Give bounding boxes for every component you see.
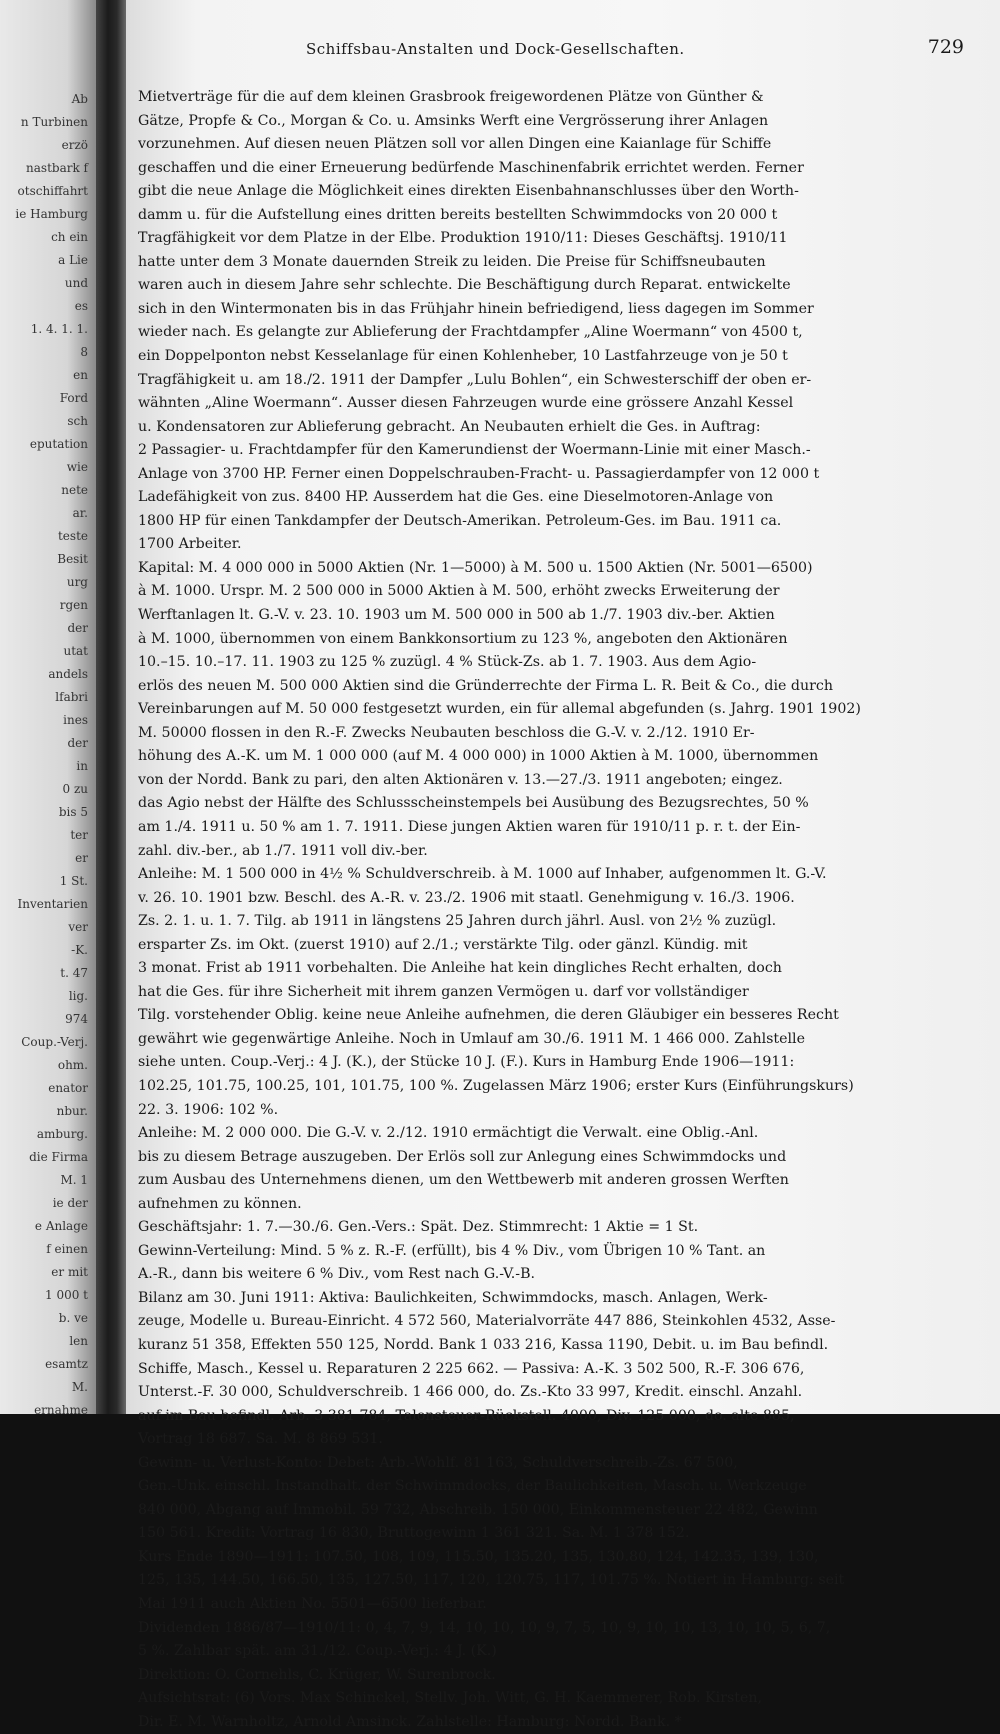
- left-page-line: t. 47: [60, 966, 88, 980]
- text-line: Zs. 2. 1. u. 1. 7. Tilg. ab 1911 in längstens 25 Jahren durch jährl. Ausl. von 2½ % zuzügl.: [138, 913, 777, 930]
- left-page-line: erzö: [61, 138, 88, 152]
- left-page-line: Inventarien: [17, 897, 88, 911]
- text-line: bis zu diesem Betrage auszugeben. Der Erlös soll zur Anlegung eines Schwimmdocks und: [138, 1148, 787, 1165]
- left-page-line: nastbark f: [26, 161, 88, 175]
- text-line: zahl. div.-ber., ab 1./7. 1911 voll div.-ber.: [138, 842, 428, 859]
- left-page-line: Coup.-Verj.: [21, 1035, 88, 1049]
- text-line: höhung des A.-K. um M. 1 000 000 (auf M. 4 000 000) in 1000 Aktien à M. 1000, übernommen: [138, 748, 819, 765]
- left-page-line: M. 1: [60, 1173, 88, 1187]
- left-page-line: 0 zu: [62, 782, 88, 796]
- left-page-line: ar.: [72, 506, 88, 520]
- text-line: Aufsichtsrat: (6) Vors. Max Schinckel, Stellv. Joh. Witt, G. H. Kaemmerer, Rob. Kirsten,: [138, 1690, 762, 1707]
- left-page-line: 1 St.: [59, 874, 88, 888]
- left-page-line: er: [75, 851, 88, 865]
- left-page-line: lfabri: [55, 690, 88, 704]
- left-page-line: eputation: [29, 437, 88, 451]
- text-line: A.-R., dann bis weitere 6 % Div., vom Rest nach G.-V.-B.: [138, 1266, 536, 1283]
- left-page-line: die Firma: [29, 1150, 88, 1164]
- text-line: siehe unten. Coup.-Verj.: 4 J. (K.), der Stücke 10 J. (F.). Kurs in Hamburg Ende 1906—1911:: [138, 1054, 795, 1071]
- left-page-line: ie Hamburg: [15, 207, 88, 221]
- body-text: [138, 86, 918, 1734]
- text-line: hatte unter dem 3 Monate dauernden Streik zu leiden. Die Preise für Schiffsneubauten: [138, 253, 766, 270]
- text-line: Dividenden 1886/87—1910/11: 0, 4, 7, 9, 14, 10, 10, 10, 9, 7, 5, 10, 9, 10, 10, 13, 10, 10, 5, 6, 7,: [138, 1619, 831, 1636]
- left-page-line: ch ein: [51, 230, 88, 244]
- left-page-line: ohm.: [57, 1058, 88, 1072]
- left-page-line: M.: [71, 1380, 88, 1394]
- text-line: Schiffe, Masch., Kessel u. Reparaturen 2 225 662. — Passiva: A.-K. 3 502 500, R.-F. 306 676,: [138, 1360, 805, 1377]
- left-page-line: amburg.: [36, 1127, 88, 1141]
- left-page-line: ver: [68, 920, 88, 934]
- left-page-line: wie: [66, 460, 88, 474]
- text-line: 1700 Arbeiter.: [138, 536, 242, 553]
- left-page-line: nete: [61, 483, 88, 497]
- text-line: Gen.-Unk. einschl. Instandhalt. der Schwimmdocks, der Baulichkeiten, Masch. u. Werkzeuge: [138, 1478, 807, 1495]
- left-page-line: lig.: [68, 989, 88, 1003]
- text-line: Geschäftsjahr: 1. 7.—30./6. Gen.-Vers.: Spät. Dez. Stimmrecht: 1 Aktie = 1 St.: [138, 1219, 699, 1236]
- left-page-line: nbur.: [56, 1104, 88, 1118]
- left-page-line: utat: [63, 644, 88, 658]
- text-line: geschaffen und die einer Erneuerung bedürfende Maschinenfabrik errichtet werden. Ferner: [138, 159, 804, 176]
- text-line: 22. 3. 1906: 102 %.: [138, 1101, 279, 1118]
- text-line: 1800 HP für einen Tankdampfer der Deutsch-Amerikan. Petroleum-Ges. im Bau. 1911 ca.: [138, 512, 782, 529]
- text-line: 3 monat. Frist ab 1911 vorbehalten. Die Anleihe hat kein dingliches Recht erhalten, doch: [138, 960, 782, 977]
- text-line: Anleihe: M. 2 000 000. Die G.-V. v. 2./12. 1910 ermächtigt die Verwalt. eine Oblig.-Anl.: [138, 1125, 759, 1142]
- text-line: sich in den Wintermonaten bis in das Frühjahr hinein befriedigend, liess dagegen im Sommer: [138, 300, 814, 317]
- left-page-line: 8: [80, 345, 88, 359]
- left-page-line: er mit: [51, 1265, 88, 1279]
- text-line: wieder nach. Es gelangte zur Ablieferung der Frachtdampfer „Aline Woermann“ von 4500 t,: [138, 324, 803, 341]
- text-line: vorzunehmen. Auf diesen neuen Plätzen soll vor allen Dingen eine Kaianlage für Schiffe: [138, 136, 772, 153]
- left-page-line: -K.: [71, 943, 88, 957]
- text-line: Gätze, Propfe & Co., Morgan & Co. u. Amsinks Werft eine Vergrösserung ihrer Anlagen: [138, 112, 769, 129]
- text-line: kuranz 51 358, Effekten 550 125, Nordd. Bank 1 033 216, Kassa 1190, Debit. u. im Bau befindl.: [138, 1336, 829, 1353]
- text-line: 10.–15. 10.–17. 11. 1903 zu 125 % zuzügl. 4 % Stück-Zs. ab 1. 7. 1903. Aus dem Agio-: [138, 654, 757, 671]
- text-line: aufnehmen zu können.: [138, 1195, 302, 1212]
- text-line: 5 %. Zahlbar spät. am 31./12. Coup.-Verj.: 4 J. (K.): [138, 1643, 497, 1660]
- text-line: wähnten „Aline Woermann“. Ausser diesen Fahrzeugen wurde eine grössere Anzahl Kessel: [138, 395, 794, 412]
- left-page-line: Ab: [71, 92, 88, 106]
- text-line: damm u. für die Aufstellung eines dritten bereits bestellten Schwimmdocks von 20 000 t: [138, 206, 778, 223]
- left-page-line: ines: [63, 713, 88, 727]
- text-line: Direktion: O. Cornehls, C. Krüger, W. Surenbrock.: [138, 1666, 496, 1683]
- document-page: [126, 0, 1000, 1730]
- left-page-line: esamtz: [45, 1357, 88, 1371]
- text-line: Gewinn- u. Verlust-Konto: Debet: Arb.-Wohlf. 81 163, Schuldverschreib.-Zs. 67 500,: [138, 1454, 738, 1471]
- text-line: Anleihe: M. 1 500 000 in 4½ % Schuldverschreib. à M. 1000 auf Inhaber, aufgenommen lt. G.-V.: [138, 866, 827, 883]
- text-line: von der Nordd. Bank zu pari, den alten Aktionären v. 13.—27./3. 1911 angeboten; eingez.: [138, 771, 783, 788]
- left-page-line: len: [69, 1334, 88, 1348]
- text-line: gibt die neue Anlage die Möglichkeit eines direkten Eisenbahnanschlusses über den Worth-: [138, 183, 799, 200]
- left-page-line: teste: [57, 529, 88, 543]
- text-line: Anlage von 3700 HP. Ferner einen Doppelschrauben-Fracht- u. Passagierdampfer von 12 000 t: [138, 465, 820, 482]
- left-page-line: b. ve: [58, 1311, 88, 1325]
- text-line: erlös des neuen M. 500 000 Aktien sind die Gründerrechte der Firma L. R. Beit & Co., die durch: [138, 677, 833, 694]
- text-line: Werftanlagen lt. G.-V. v. 23. 10. 1903 um M. 500 000 in 500 ab 1./7. 1903 div.-ber. Aktien: [138, 607, 775, 624]
- text-line: hat die Ges. für ihre Sicherheit mit ihrem ganzen Vermögen u. darf vor vollständiger: [138, 983, 749, 1000]
- left-page-line: ie der: [52, 1196, 88, 1210]
- left-page-line: n Turbinen: [20, 115, 88, 129]
- left-page-line: f einen: [46, 1242, 88, 1256]
- text-line: Kapital: M. 4 000 000 in 5000 Aktien (Nr. 1—5000) à M. 500 u. 1500 Aktien (Nr. 5001—6500): [138, 559, 813, 576]
- text-line: Vereinbarungen auf M. 50 000 festgesetzt wurden, ein für allemal abgefunden (s. Jahrg. 1901 1902): [138, 701, 861, 718]
- left-page-line: in: [76, 759, 88, 773]
- text-line: Dir. E. M. Warnholtz, Arnold Amsinck. Zahlstelle: Hamburg: Nordd. Bank. *: [138, 1713, 682, 1730]
- text-line: am 1./4. 1911 u. 50 % am 1. 7. 1911. Diese jungen Aktien waren für 1910/11 p. r. t. der Ein-: [138, 818, 801, 835]
- text-line: Tragfähigkeit vor dem Platze in der Elbe. Produktion 1910/11: Dieses Geschäftsj. 1910/11: [138, 230, 788, 247]
- text-line: Unterst.-F. 30 000, Schuldverschreib. 1 466 000, do. Zs.-Kto 33 997, Kredit. einschl. Anzahl.: [138, 1384, 803, 1401]
- left-page-line: Besit: [57, 552, 88, 566]
- text-line: 2 Passagier- u. Frachtdampfer für den Kamerundienst der Woermann-Linie mit einer Masch.-: [138, 442, 811, 459]
- text-line: ein Doppelponton nebst Kesselanlage für einen Kohlenheber, 10 Lastfahrzeuge von je 50 t: [138, 348, 788, 365]
- text-line: das Agio nebst der Hälfte des Schlussscheinstempels bei Ausübung des Bezugsrechtes, 50 %: [138, 795, 809, 812]
- text-line: zum Ausbau des Unternehmens dienen, um den Wettbewerb mit anderen grossen Werften: [138, 1172, 789, 1189]
- text-line: Ladefähigkeit von zus. 8400 HP. Ausserdem hat die Ges. eine Dieselmotoren-Anlage von: [138, 489, 774, 506]
- text-line: waren auch in diesem Jahre sehr schlechte. Die Beschäftigung durch Reparat. entwickelte: [138, 277, 791, 294]
- text-line: 150 561. Kredit: Vortrag 16 830, Bruttogewinn 1 361 321. Sa. M. 1 378 152.: [138, 1525, 690, 1542]
- page-header: Schiffsbau-Anstalten und Dock-Gesellschaften.: [306, 40, 685, 58]
- text-line: 840 000, Abgang auf Immobil. 59 732, Abschreib. 150 000, Einkommensteuer 22 482, Gewinn: [138, 1501, 818, 1518]
- text-line: zeuge, Modelle u. Bureau-Einricht. 4 572 560, Materialvorräte 447 886, Steinkohlen 4532, Asse-: [138, 1313, 836, 1330]
- left-page-edge: [0, 0, 96, 1414]
- left-page-line: 974: [65, 1012, 88, 1026]
- text-line: Mai 1911 auch Aktien No. 5501—6500 lieferbar.: [138, 1596, 487, 1612]
- left-page-line: a Lie: [58, 253, 88, 267]
- text-line: Kurs Ende 1890—1911: 107.50, 108, 109, 115.50, 135.20, 135, 130.80, 124, 142.35, 139, 130,: [138, 1548, 819, 1565]
- left-page-line: und: [64, 276, 88, 290]
- left-page-line: es: [74, 299, 88, 313]
- text-line: auf im Bau befindl. Arb. 3 381 784, Talonsteuer-Rückstell. 4000, Div. 125 000, do. alte 885,: [138, 1407, 795, 1424]
- left-page-text: [0, 0, 96, 1414]
- left-page-line: enator: [48, 1081, 88, 1095]
- left-page-line: der: [67, 621, 88, 635]
- text-line: Mietverträge für die auf dem kleinen Grasbrook freigewordenen Plätze von Günther &: [138, 89, 764, 105]
- left-page-line: bis 5: [58, 805, 88, 819]
- left-page-line: der: [67, 736, 88, 750]
- text-line: Tragfähigkeit u. am 18./2. 1911 der Dampfer „Lulu Bohlen“, ein Schwesterschiff der oben er-: [138, 371, 812, 388]
- book-gutter: [96, 0, 126, 1414]
- page-number: 729: [927, 36, 964, 58]
- left-page-line: 1 000 t: [45, 1288, 88, 1302]
- text-line: 125, 135, 144.50, 166.50, 135, 127.50, 117, 120, 120.75, 117, 101.75 %. Notiert in Hamburg: seit: [138, 1572, 845, 1589]
- text-line: v. 26. 10. 1901 bzw. Beschl. des A.-R. v. 23./2. 1906 mit staatl. Genehmigung v. 16./3. 1906.: [138, 889, 795, 906]
- left-page-line: ter: [70, 828, 88, 842]
- text-line: 102.25, 101.75, 100.25, 101, 101.75, 100 %. Zugelassen März 1906; erster Kurs (Einführungskurs): [138, 1077, 854, 1094]
- text-line: à M. 1000, übernommen von einem Bankkonsortium zu 123 %, angeboten den Aktionären: [138, 630, 788, 647]
- left-page-line: sch: [67, 414, 88, 428]
- text-line: Bilanz am 30. Juni 1911: Aktiva: Baulichkeiten, Schwimmdocks, masch. Anlagen, Werk-: [138, 1289, 768, 1306]
- text-line: u. Kondensatoren zur Ablieferung gebracht. An Neubauten erhielt die Ges. in Auftrag:: [138, 418, 761, 435]
- left-page-line: otschiffahrt: [17, 184, 88, 198]
- text-line: Vortrag 18 687. Sa. M. 8 869 531.: [138, 1431, 383, 1448]
- left-page-line: urg: [66, 575, 88, 589]
- text-line: à M. 1000. Urspr. M. 2 500 000 in 5000 Aktien à M. 500, erhöht zwecks Erweiterung der: [138, 583, 780, 600]
- left-page-line: en: [73, 368, 88, 382]
- text-line: gewährt wie gegenwärtige Anleihe. Noch in Umlauf am 30./6. 1911 M. 1 466 000. Zahlstelle: [138, 1030, 805, 1047]
- text-line: Tilg. vorstehender Oblig. keine neue Anleihe aufnehmen, die deren Gläubiger ein besseres Recht: [138, 1007, 839, 1024]
- left-page-line: rgen: [59, 598, 88, 612]
- left-page-line: e Anlage: [34, 1219, 88, 1233]
- left-page-line: Ford: [59, 391, 88, 405]
- text-line: ersparter Zs. im Okt. (zuerst 1910) auf 2./1.; verstärkte Tilg. oder gänzl. Kündig. mit: [138, 936, 748, 953]
- left-page-line: ernahme: [34, 1403, 88, 1414]
- text-line: Gewinn-Verteilung: Mind. 5 % z. R.-F. (erfüllt), bis 4 % Div., vom Übrigen 10 % Tant. an: [138, 1242, 766, 1259]
- text-line: M. 50000 flossen in den R.-F. Zwecks Neubauten beschloss die G.-V. v. 2./12. 1910 Er-: [138, 724, 755, 741]
- left-page-line: andels: [48, 667, 88, 681]
- left-page-line: 1. 4. 1. 1.: [30, 322, 88, 336]
